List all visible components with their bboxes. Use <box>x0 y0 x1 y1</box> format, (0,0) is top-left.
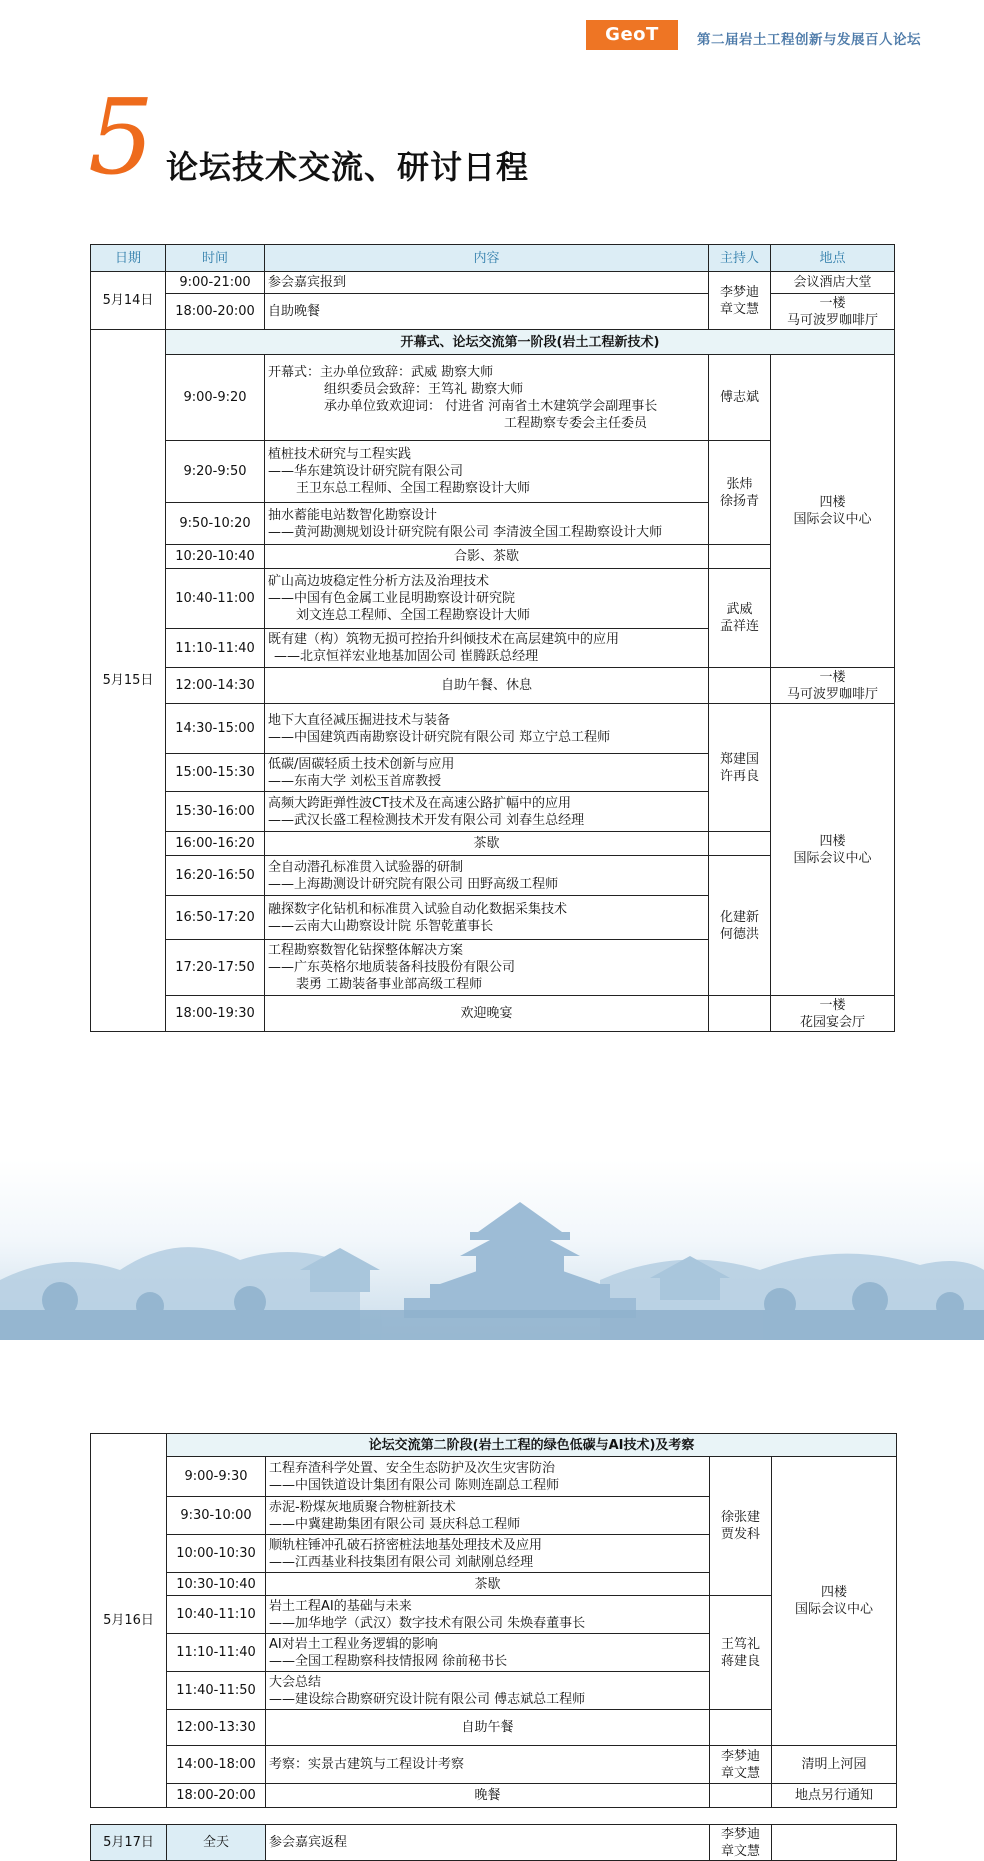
time-cell: 10:20-10:40 <box>166 545 265 569</box>
time-cell: 15:00-15:30 <box>166 754 265 792</box>
time-cell: 16:00-16:20 <box>166 832 265 856</box>
content-cell: 茶歇 <box>266 1573 710 1596</box>
host-cell-empty <box>709 668 771 704</box>
host-cell: 化建新 何德洪 <box>709 856 771 996</box>
table-header-row <box>91 245 895 272</box>
time-cell: 9:20-9:50 <box>166 441 265 503</box>
host-cell-empty <box>709 545 771 569</box>
content-cell: 抽水蓄能电站数智化勘察设计 ——黄河勘测规划设计研究院有限公司 李清波全国工程勘察设计大师 <box>265 503 709 545</box>
table-row <box>91 1825 897 1861</box>
city-skyline-illustration <box>0 1160 984 1340</box>
host-cell: 李梦迪 章文慧 <box>710 1746 772 1784</box>
host-cell-empty <box>710 1784 772 1808</box>
time-cell: 9:50-10:20 <box>166 503 265 545</box>
venue-cell: 清明上河园 <box>772 1746 897 1784</box>
content-cell: 顺轨柱锤冲孔破石挤密桩法地基处理技术及应用 ——江西基业科技集团有限公司 刘献刚总经理 <box>266 1535 710 1573</box>
header-date: 日期 <box>91 245 166 272</box>
table-row <box>91 1746 897 1784</box>
date-cell: 5月15日 <box>91 330 166 1032</box>
phase-title: 开幕式、论坛交流第一阶段(岩土工程新技术) <box>166 330 895 355</box>
host-cell: 张炜 徐扬青 <box>709 441 771 545</box>
date-cell: 5月16日 <box>91 1434 167 1808</box>
content-cell: 参会嘉宾返程 <box>266 1825 710 1861</box>
time-cell: 14:30-15:00 <box>166 704 265 754</box>
time-cell: 18:00-20:00 <box>167 1784 266 1808</box>
time-cell: 9:00-9:30 <box>167 1457 266 1497</box>
host-cell: 徐张建 贾发科 <box>710 1457 772 1596</box>
host-cell-empty <box>709 996 771 1032</box>
content-cell: 大会总结 ——建设综合勘察研究设计院有限公司 傅志斌总工程师 <box>266 1672 710 1710</box>
venue-cell: 会议酒店大堂 <box>771 272 895 294</box>
content-cell: 自助晚餐 <box>265 294 709 330</box>
content-cell: 岩土工程AI的基础与未来 ——加华地学（武汉）数字技术有限公司 朱焕春董事长 <box>266 1596 710 1634</box>
table-row <box>91 1457 897 1497</box>
content-cell: 植桩技术研究与工程实践 ——华东建筑设计研究院有限公司 王卫东总工程师、全国工程勘察设计大师 <box>265 441 709 503</box>
header-content: 内容 <box>265 245 709 272</box>
content-cell: 茶歇 <box>265 832 709 856</box>
table-row <box>91 272 895 294</box>
time-cell: 16:20-16:50 <box>166 856 265 896</box>
host-cell: 李梦迪 章文慧 <box>709 272 771 330</box>
date-cell: 5月17日 <box>91 1825 167 1861</box>
time-cell: 10:40-11:10 <box>167 1596 266 1634</box>
content-cell: 低碳/固碳轻质土技术创新与应用 ——东南大学 刘松玉首席教授 <box>265 754 709 792</box>
host-cell: 王笃礼 蒋建良 <box>710 1596 772 1710</box>
content-cell: 全自动潜孔标准贯入试验器的研制 ——上海勘测设计研究院有限公司 田野高级工程师 <box>265 856 709 896</box>
forum-title: 第二届岩土工程创新与发展百人论坛 <box>697 32 921 48</box>
time-cell: 11:40-11:50 <box>167 1672 266 1710</box>
host-cell: 李梦迪 章文慧 <box>710 1825 772 1861</box>
section-number: 5 <box>88 76 155 198</box>
host-cell-empty <box>709 832 771 856</box>
table-row <box>91 704 895 754</box>
schedule-table-1 <box>90 244 895 1032</box>
header-time: 时间 <box>166 245 265 272</box>
time-cell: 15:30-16:00 <box>166 792 265 832</box>
header-host: 主持人 <box>709 245 771 272</box>
time-cell: 9:00-21:00 <box>166 272 265 294</box>
table-row <box>91 294 895 330</box>
content-cell: AI对岩土工程业务逻辑的影响 ——全国工程勘察科技情报网 徐前秘书长 <box>266 1634 710 1672</box>
content-cell: 矿山高边坡稳定性分析方法及治理技术 ——中国有色金属工业昆明勘察设计研究院 刘文连总工程师、全国工程勘察设计大师 <box>265 569 709 629</box>
venue-cell: 四楼 国际会议中心 <box>772 1457 897 1746</box>
venue-cell-empty <box>772 1825 897 1861</box>
venue-cell: 一楼 马可波罗咖啡厅 <box>771 294 895 330</box>
time-cell: 18:00-20:00 <box>166 294 265 330</box>
time-cell: 10:00-10:30 <box>167 1535 266 1573</box>
section-title: 论坛技术交流、研讨日程 <box>166 148 530 186</box>
phase-row <box>91 330 895 355</box>
time-cell: 9:00-9:20 <box>166 355 265 441</box>
table-row <box>91 996 895 1032</box>
time-cell: 17:20-17:50 <box>166 940 265 996</box>
phase-row <box>91 1434 897 1457</box>
time-cell: 14:00-18:00 <box>167 1746 266 1784</box>
content-cell: 高频大跨距弹性波CT技术及在高速公路扩幅中的应用 ——武汉长盛工程检测技术开发有限公司 刘春生总经理 <box>265 792 709 832</box>
date-cell: 5月14日 <box>91 272 166 330</box>
content-cell: 参会嘉宾报到 <box>265 272 709 294</box>
content-cell: 工程勘察数智化钻探整体解决方案 ——广东英格尔地质装备科技股份有限公司 裴勇 工勘装备事业部高级工程师 <box>265 940 709 996</box>
time-cell: 18:00-19:30 <box>166 996 265 1032</box>
venue-cell: 一楼 花园宴会厅 <box>771 996 895 1032</box>
content-cell: 工程弃渣科学处置、安全生态防护及次生灾害防治 ——中国铁道设计集团有限公司 陈则连副总工程师 <box>266 1457 710 1497</box>
time-cell: 10:40-11:00 <box>166 569 265 629</box>
content-cell: 自助午餐、休息 <box>265 668 709 704</box>
venue-cell: 地点另行通知 <box>772 1784 897 1808</box>
content-cell: 自助午餐 <box>266 1710 710 1746</box>
time-cell: 全天 <box>167 1825 266 1861</box>
content-cell: 合影、茶歇 <box>265 545 709 569</box>
geot100-logo: GeoT 100 <box>586 20 678 50</box>
content-cell: 融探数字化钻机和标准贯入试验自动化数据采集技术 ——云南大山勘察设计院 乐智乾董事长 <box>265 896 709 940</box>
content-cell: 晚餐 <box>266 1784 710 1808</box>
time-cell: 16:50-17:20 <box>166 896 265 940</box>
content-cell: 赤泥-粉煤灰地质聚合物桩新技术 ——中冀建勘集团有限公司 聂庆科总工程师 <box>266 1497 710 1535</box>
phase-title: 论坛交流第二阶段(岩土工程的绿色低碳与AI技术)及考察 <box>167 1434 897 1457</box>
venue-cell: 四楼 国际会议中心 <box>771 704 895 996</box>
table-row <box>91 1784 897 1808</box>
content-cell: 地下大直径减压掘进技术与装备 ——中国建筑西南勘察设计研究院有限公司 郑立宁总工程师 <box>265 704 709 754</box>
schedule-table-2 <box>90 1433 897 1808</box>
table-row <box>91 668 895 704</box>
table-row <box>91 355 895 441</box>
time-cell: 11:10-11:40 <box>166 629 265 668</box>
schedule-table-2-last <box>90 1824 897 1861</box>
content-cell: 考察：实景古建筑与工程设计考察 <box>266 1746 710 1784</box>
header-venue: 地点 <box>771 245 895 272</box>
content-cell: 开幕式：主办单位致辞：武威 勘察大师 组织委员会致辞：王笃礼 勘察大师 承办单位致欢迎词： 付进省 河南省土木建筑学会副理事长 工程勘察专委会主任委员 <box>265 355 709 441</box>
venue-cell: 四楼 国际会议中心 <box>771 355 895 668</box>
time-cell: 12:00-14:30 <box>166 668 265 704</box>
time-cell: 12:00-13:30 <box>167 1710 266 1746</box>
time-cell: 11:10-11:40 <box>167 1634 266 1672</box>
host-cell-empty <box>710 1710 772 1746</box>
host-cell: 武威 孟祥连 <box>709 569 771 668</box>
content-cell: 既有建（构）筑物无损可控抬升纠倾技术在高层建筑中的应用 ——北京恒祥宏业地基加固公司 崔腾跃总经理 <box>265 629 709 668</box>
time-cell: 9:30-10:00 <box>167 1497 266 1535</box>
time-cell: 10:30-10:40 <box>167 1573 266 1596</box>
venue-cell: 一楼 马可波罗咖啡厅 <box>771 668 895 704</box>
content-cell: 欢迎晚宴 <box>265 996 709 1032</box>
host-cell: 傅志斌 <box>709 355 771 441</box>
host-cell: 郑建国 许再良 <box>709 704 771 832</box>
